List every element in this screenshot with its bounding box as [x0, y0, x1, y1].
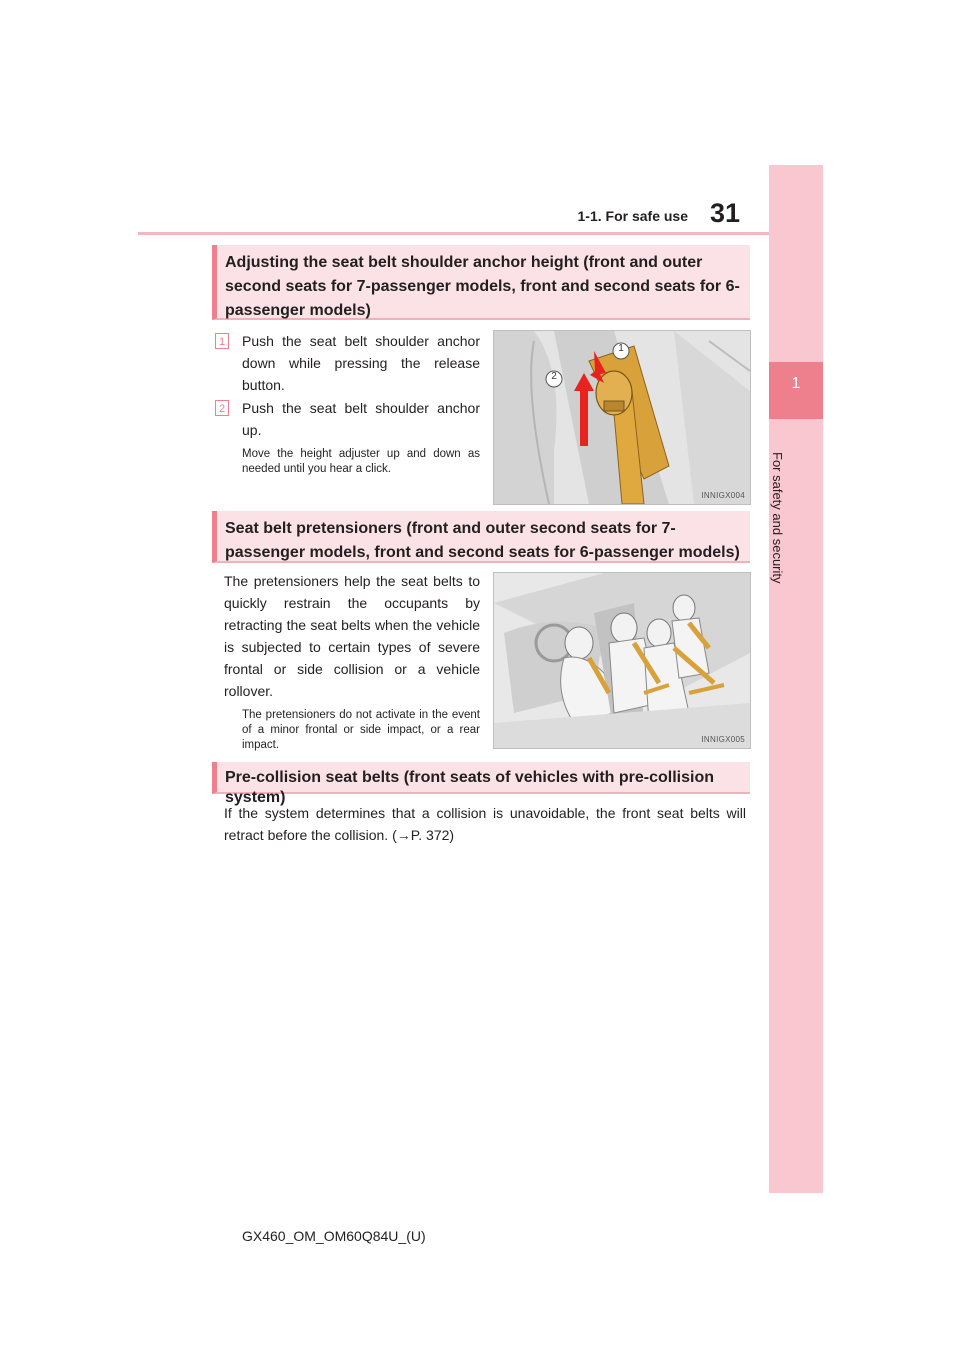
- chapter-title-vertical: [770, 452, 803, 642]
- note-text: The pretensioners do not activate in the event of a minor frontal or side impact, or a rear impact.: [242, 709, 480, 751]
- heading-shoulder-anchor: Adjusting the seat belt shoulder anchor height (front and outer second seats for 7-passenger models, front and second seats for 6-passenger models): [212, 245, 750, 320]
- header-rule: [138, 232, 823, 235]
- step-text: Push the seat belt shoulder anchor up.: [242, 400, 480, 438]
- shoulder-anchor-drawing: [494, 331, 750, 504]
- vehicle-interior-drawing: [494, 573, 750, 748]
- illustration-shoulder-anchor: [493, 330, 751, 505]
- step-badge: 1: [215, 333, 229, 349]
- note-text: Move the height adjuster up and down as needed until you hear a click.: [242, 448, 480, 475]
- illustration-code: INNIGX004: [701, 491, 745, 500]
- side-band: [769, 165, 823, 1193]
- heading-pre-collision: Pre-collision seat belts (front seats of vehicles with pre-collision system): [212, 762, 750, 794]
- heading-pretensioners: Seat belt pretensioners (front and outer second seats for 7-passenger models, front and second seats for 6-passenger models): [212, 511, 750, 563]
- step-text: Push the seat belt shoulder anchor down while pressing the release button.: [242, 333, 480, 393]
- illustration-pretensioners: [493, 572, 751, 749]
- callout-1: 1: [618, 343, 624, 354]
- pretensioner-body: The pretensioners help the seat belts to quickly restrain the occupants by retracting the seat belts when the vehicle is subjected to certain types of severe frontal or side collision or a vehicle rollover.: [224, 573, 480, 699]
- illustration-code: INNIGX005: [701, 735, 745, 744]
- callout-2: 2: [551, 371, 557, 382]
- chapter-number: 1: [791, 375, 801, 392]
- document-code: GX460_OM_OM60Q84U_(U): [242, 1228, 426, 1244]
- pre-collision-body: If the system determines that a collision is unavoidable, the front seat belts will retract before the collision. (→P. 372): [224, 805, 746, 843]
- section-title: 1-1. For safe use: [577, 208, 688, 224]
- page-number: 31: [710, 198, 741, 228]
- step-badge: 2: [215, 400, 229, 416]
- chapter-title: For safety and security: [770, 452, 785, 584]
